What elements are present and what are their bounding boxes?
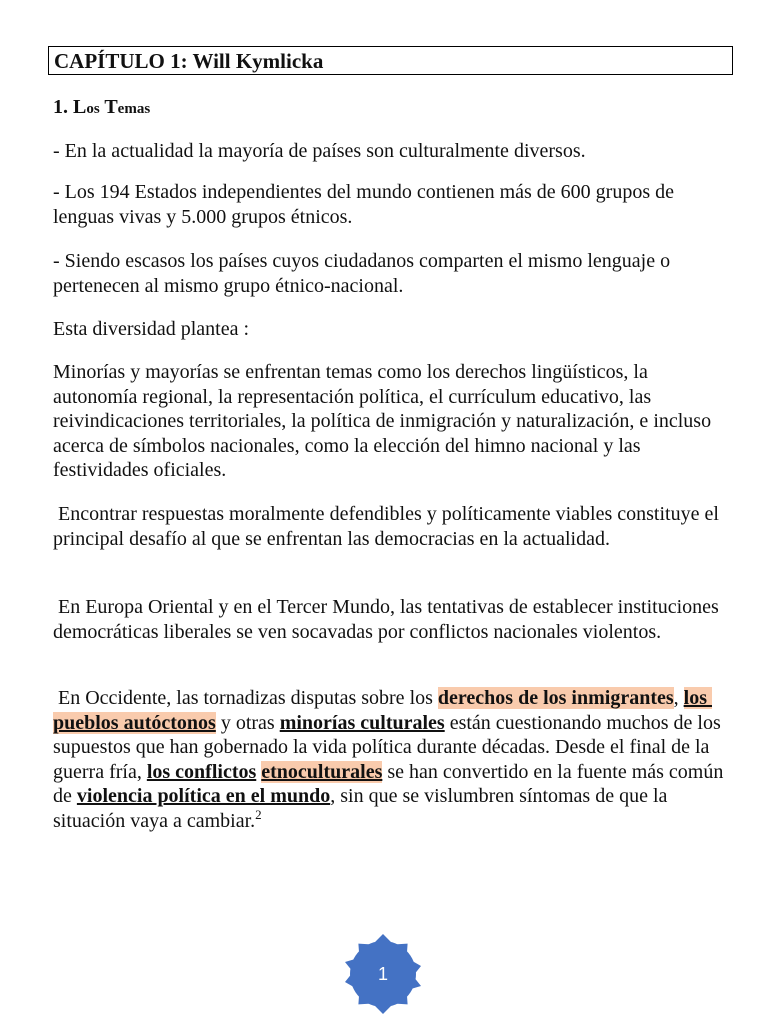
paragraph-7: En Europa Oriental y en el Tercer Mundo, las tentativas de establecer instituciones democráticas liberales se ven socavadas por conflictos nacionales violentos. (53, 596, 724, 643)
footnote-marker: 2 (255, 806, 262, 822)
paragraph-6: Encontrar respuestas moralmente defendibles y políticamente viables constituye el principal desafío al que se enfrentan las democracias en la actualidad. (53, 503, 724, 550)
highlight-derechos-inmigrantes: derechos de los inmigrantes (437, 687, 674, 709)
underline-los-conflictos: los conflictos (146, 760, 257, 783)
chapter-title-text: CAPÍTULO 1: Will Kymlicka (54, 49, 324, 73)
chapter-title (48, 46, 733, 75)
paragraph-8: En Occidente, las tornadizas disputas sobre los derechos de los inmigrantes, los pueblos autóctonos y otras minorías culturales están cuestionando muchos de los supuestos que han gobernado la vida política durante décadas. Desde el final de la guerra fría, los conflictos etnoculturales se han convertido en la fuente más común de violencia política en el mundo, sin que se vislumbren síntomas de que la situación vaya a cambiar.$^2$ (53, 687, 729, 832)
section-heading (53, 94, 150, 122)
paragraph-4: Esta diversidad plantea : (53, 318, 250, 340)
underline-minorias-culturales: minorías culturales (279, 711, 445, 734)
section-number: 1. (53, 96, 68, 118)
paragraph-5: Minorías y mayorías se enfrentan temas como los derechos lingüísticos, la autonomía regional, la representación política, el currículum educativo, las reivindicaciones territoriales, la política de inmigración y naturalización, e incluso acerca de símbolos nacionales, como la elección del himno nacional y las festividades oficiales. (53, 361, 712, 482)
underline-violencia-politica: violencia política en el mundo (76, 785, 331, 808)
page-number-badge (343, 934, 423, 1014)
paragraph-1: - En la actualidad la mayoría de países son culturalmente diversos. (53, 140, 586, 162)
section-title-word-1: Los (73, 96, 100, 118)
paragraph-2: - Los 194 Estados independientes del mundo contienen más de 600 grupos de lenguas vivas y 5.000 grupos étnicos. (53, 181, 674, 228)
page-number: 1 (377, 964, 388, 984)
paragraph-3: - Siendo escasos los países cuyos ciudadanos comparten el mismo lenguaje o pertenecen al mismo grupo étnico-nacional. (53, 250, 671, 297)
highlight-pueblos-autoctonos: los pueblos autóctonos (53, 687, 712, 734)
highlight-etnoculturales: etnoculturales (261, 760, 383, 783)
section-title-word-2: Temas (104, 96, 151, 118)
